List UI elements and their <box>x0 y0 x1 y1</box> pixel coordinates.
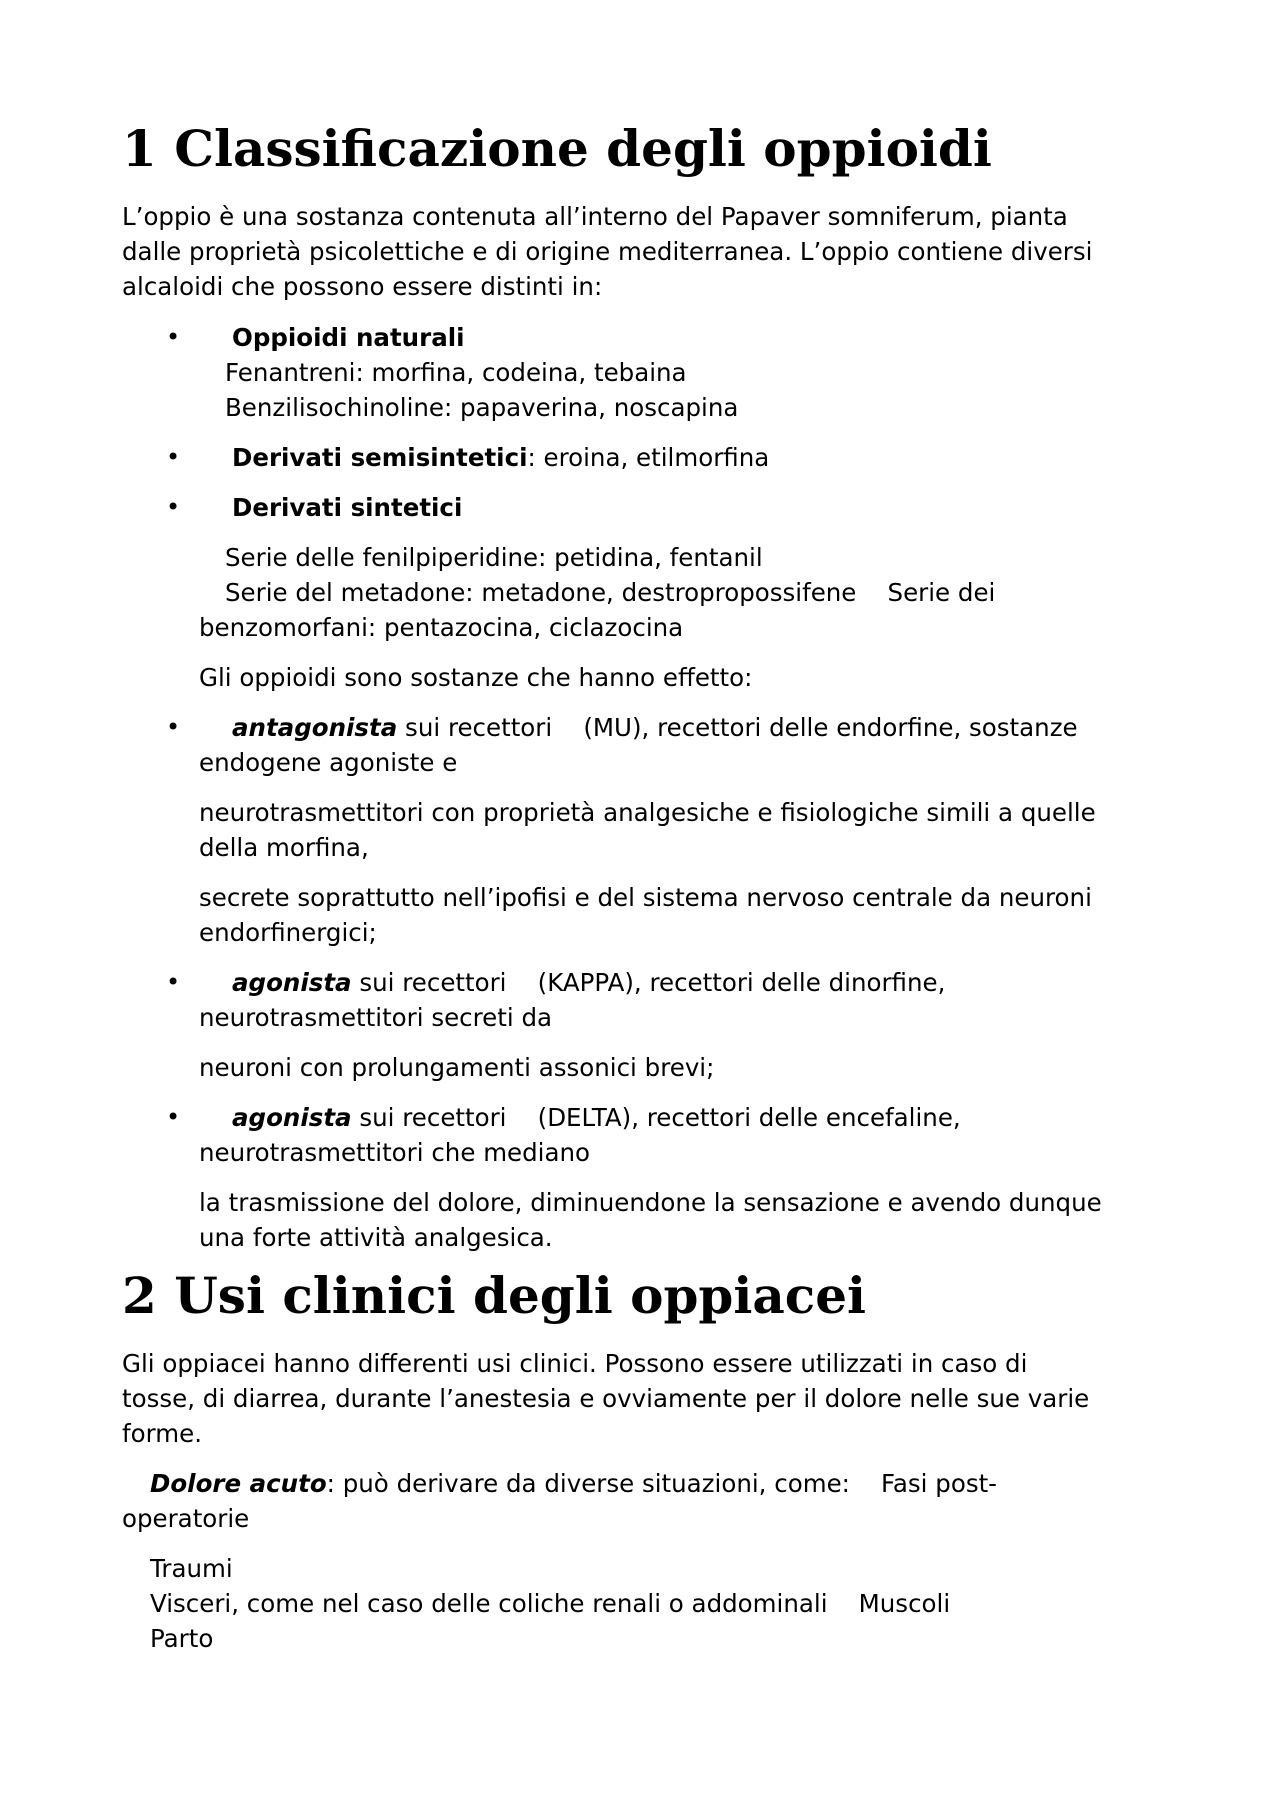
effect-term: agonista <box>232 1103 352 1132</box>
list-item-label: Derivati sintetici <box>232 493 463 522</box>
dolore-item: Parto <box>150 1624 214 1653</box>
list-subitem: Benzilisochinoline: papaverina, noscapina <box>225 393 739 422</box>
list-item-label: Oppioidi naturali <box>232 323 465 352</box>
bullet-icon: • <box>166 1103 181 1131</box>
effect-text: sui recettori (MU), recettori delle endorfine, sostanze <box>397 713 1078 742</box>
list-subitem: Serie delle fenilpiperidine: petidina, fentanil <box>225 543 763 572</box>
list-item <box>232 1100 961 1135</box>
effect-line: neurotrasmettitori che mediano <box>199 1138 591 1167</box>
list-item <box>232 965 945 1000</box>
effect-line: neurotrasmettitori secreti da <box>199 1003 553 1032</box>
bullet-icon: • <box>166 443 181 471</box>
bullet-icon: • <box>166 968 181 996</box>
list-subitem: benzomorfani: pentazocina, ciclazocina <box>199 613 684 642</box>
intro-line: forme. <box>122 1419 202 1448</box>
section-1-title: 1 Classificazione degli oppioidi <box>122 119 992 178</box>
intro-line: Gli oppiacei hanno differenti usi clinici. Possono essere utilizzati in caso di <box>122 1349 1028 1378</box>
list-item <box>232 440 769 475</box>
effetto-intro: Gli oppioidi sono sostanze che hanno effetto: <box>199 663 753 692</box>
intro-line: L’oppio è una sostanza contenuta all’interno del Papaver somniferum, pianta <box>122 202 1068 231</box>
effect-line: neurotrasmettitori con proprietà analgesiche e fisiologiche simili a quelle <box>199 798 1096 827</box>
list-subitem: Serie del metadone: metadone, destropropossifene Serie dei <box>225 578 996 607</box>
list-item <box>232 710 1078 745</box>
intro-line: tosse, di diarrea, durante l’anestesia e ovviamente per il dolore nelle sue varie <box>122 1384 1090 1413</box>
list-subitem: Fenantreni: morfina, codeina, tebaina <box>225 358 687 387</box>
effect-term: agonista <box>232 968 352 997</box>
bullet-icon: • <box>166 493 181 521</box>
section-2-title: 2 Usi clinici degli oppiacei <box>122 1266 867 1325</box>
bullet-icon: • <box>166 713 181 741</box>
effect-term: antagonista <box>232 713 398 742</box>
dolore-item: Visceri, come nel caso delle coliche renali o addominali Muscoli <box>150 1589 951 1618</box>
effect-line: secrete soprattutto nell’ipofisi e del sistema nervoso centrale da neuroni <box>199 883 1092 912</box>
intro-line: alcaloidi che possono essere distinti in: <box>122 272 603 301</box>
dolore-text: : può derivare da diverse situazioni, come: Fasi post- <box>326 1469 998 1498</box>
effect-line: endorfinergici; <box>199 918 377 947</box>
list-item-label: Derivati semisintetici <box>232 443 528 472</box>
list-item-text: : eroina, etilmorfina <box>527 443 770 472</box>
effect-line: endogene agoniste e <box>199 748 458 777</box>
effect-text: sui recettori (KAPPA), recettori delle dinorfine, <box>351 968 946 997</box>
effect-line: la trasmissione del dolore, diminuendone la sensazione e avendo dunque <box>199 1188 1102 1217</box>
effect-text: sui recettori (DELTA), recettori delle encefaline, <box>351 1103 961 1132</box>
dolore-item: Traumi <box>150 1554 233 1583</box>
effect-line: una forte attività analgesica. <box>199 1223 553 1252</box>
effect-line: neuroni con prolungamenti assonici brevi; <box>199 1053 715 1082</box>
effect-line: della morfina, <box>199 833 369 862</box>
intro-line: dalle proprietà psicolettiche e di origine mediterranea. L’oppio contiene diversi <box>122 237 1093 266</box>
bullet-icon: • <box>166 323 181 351</box>
dolore-line <box>150 1466 997 1501</box>
dolore-term: Dolore acuto <box>150 1469 327 1498</box>
dolore-cont: operatorie <box>122 1504 250 1533</box>
